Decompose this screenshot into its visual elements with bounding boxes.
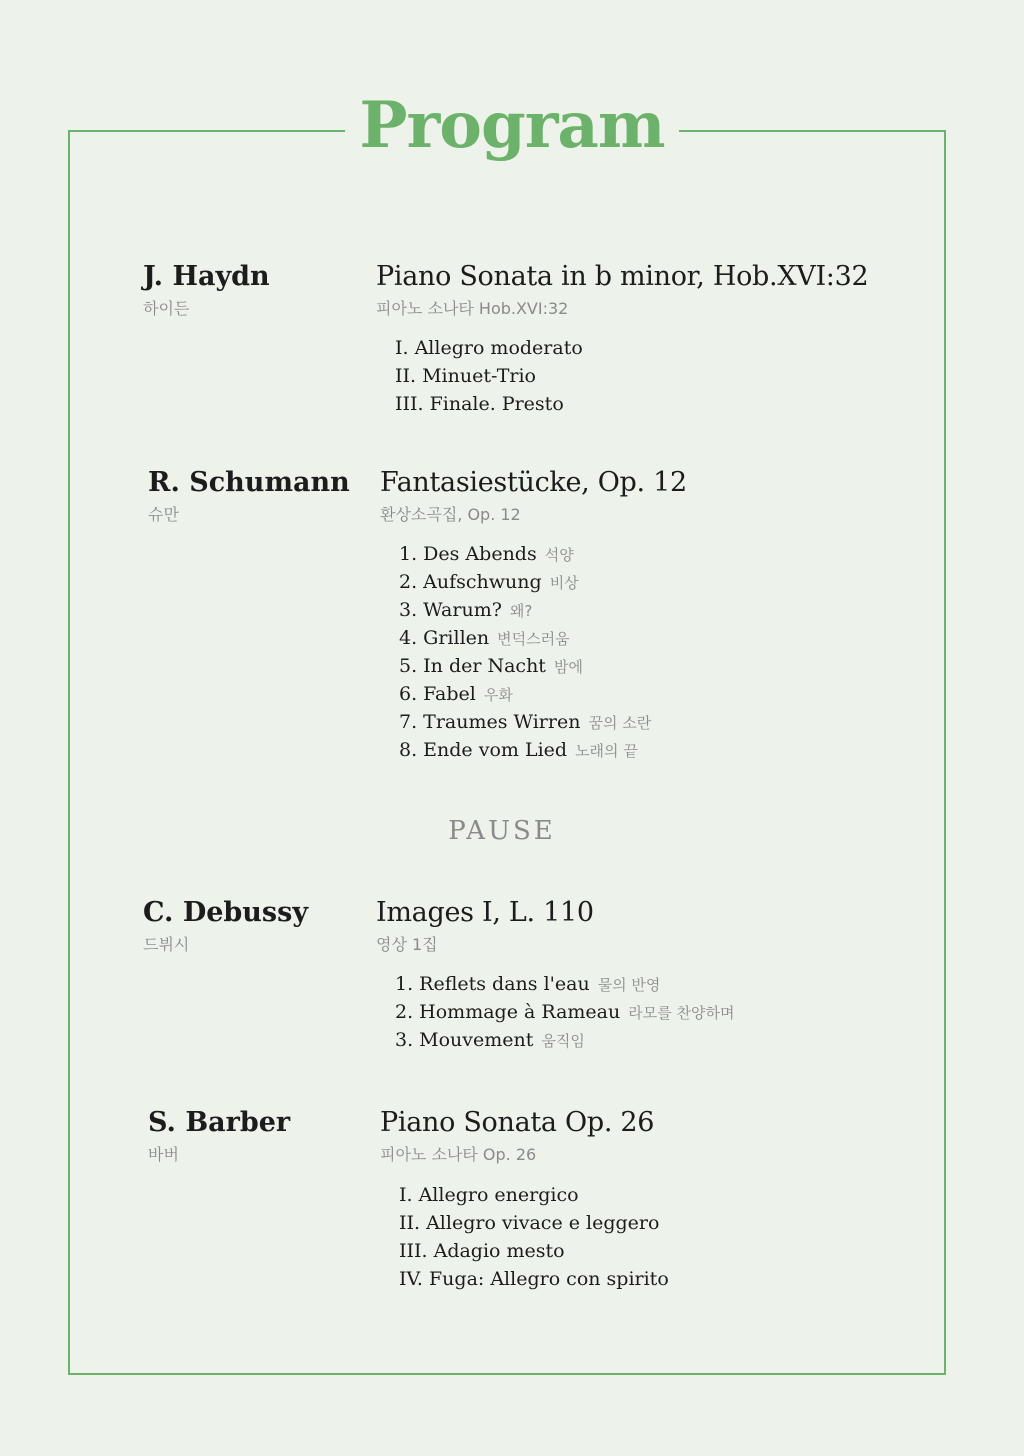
intermission-label: PAUSE [448, 816, 556, 846]
movement-name: 4. Grillen [399, 627, 490, 649]
movement-name: II. Allegro vivace e leggero [399, 1212, 660, 1234]
movement-name-korean: 물의 반영 [597, 976, 661, 994]
movement-name: 1. Reflets dans l'eau [395, 973, 590, 995]
movement-item [395, 998, 734, 1026]
composer-name: C. Debussy [143, 897, 309, 928]
movement-name: 2. Hommage à Rameau [395, 1001, 621, 1023]
movement-item [395, 970, 734, 998]
movement-list [395, 334, 583, 418]
movement-name: 2. Aufschwung [399, 571, 542, 593]
movement-name: 3. Mouvement [395, 1029, 534, 1051]
movement-name-korean: 움직임 [541, 1032, 585, 1050]
movement-item [399, 708, 651, 736]
movement-list [399, 1181, 669, 1293]
movement-item [399, 736, 651, 764]
movement-item [399, 1209, 669, 1237]
movement-name-korean: 비상 [549, 574, 579, 592]
title-wrap [0, 86, 1024, 166]
movement-name-korean: 우화 [483, 686, 513, 704]
movement-name-korean: 왜? [509, 602, 533, 620]
movement-item [395, 390, 583, 418]
program-title: Program [345, 86, 678, 166]
composer-name: R. Schumann [148, 467, 350, 498]
movement-name: 6. Fabel [399, 683, 476, 705]
composer-name-korean: 하이든 [143, 299, 190, 318]
movement-name: 7. Traumes Wirren [399, 711, 581, 733]
movement-name-korean: 석양 [544, 546, 574, 564]
movement-item [399, 1265, 669, 1293]
movement-name: III. Adagio mesto [399, 1240, 565, 1262]
composer-name-korean: 바버 [148, 1145, 179, 1164]
work-title: Piano Sonata Op. 26 [380, 1107, 655, 1138]
movement-name: II. Minuet-Trio [395, 365, 536, 387]
movement-name: I. Allegro energico [399, 1184, 579, 1206]
movement-item [399, 540, 651, 568]
movement-name-korean: 꿈의 소란 [588, 714, 652, 732]
movement-name-korean: 라모를 찬양하며 [628, 1004, 735, 1022]
work-title: Piano Sonata in b minor, Hob.XVI:32 [376, 261, 869, 292]
movement-item [399, 680, 651, 708]
movement-item [395, 1026, 734, 1054]
movement-item [395, 334, 583, 362]
work-title-korean: 피아노 소나타 Op. 26 [380, 1145, 537, 1164]
movement-name: 8. Ende vom Lied [399, 739, 568, 761]
movement-name-korean: 변덕스러움 [497, 630, 570, 648]
movement-item [399, 624, 651, 652]
composer-name-korean: 드뷔시 [143, 935, 190, 954]
movement-list [399, 540, 651, 764]
composer-name: S. Barber [148, 1107, 291, 1138]
movement-name: I. Allegro moderato [395, 337, 583, 359]
work-title: Fantasiestücke, Op. 12 [380, 467, 687, 498]
movement-item [399, 1181, 669, 1209]
movement-item [399, 652, 651, 680]
movement-name: III. Finale. Presto [395, 393, 564, 415]
work-title-korean: 피아노 소나타 Hob.XVI:32 [376, 299, 569, 318]
movement-item [399, 1237, 669, 1265]
movement-name-korean: 밤에 [553, 658, 583, 676]
movement-name: IV. Fuga: Allegro con spirito [399, 1268, 669, 1290]
composer-name: J. Haydn [143, 261, 270, 292]
composer-name-korean: 슈만 [148, 505, 179, 524]
movement-item [399, 568, 651, 596]
movement-name: 5. In der Nacht [399, 655, 546, 677]
movement-list [395, 970, 734, 1054]
work-title-korean: 영상 1집 [376, 935, 438, 954]
movement-item [399, 596, 651, 624]
movement-name: 1. Des Abends [399, 543, 537, 565]
work-title: Images I, L. 110 [376, 897, 594, 928]
movement-item [395, 362, 583, 390]
movement-name: 3. Warum? [399, 599, 502, 621]
movement-name-korean: 노래의 끝 [575, 742, 638, 760]
work-title-korean: 환상소곡집, Op. 12 [380, 505, 521, 524]
